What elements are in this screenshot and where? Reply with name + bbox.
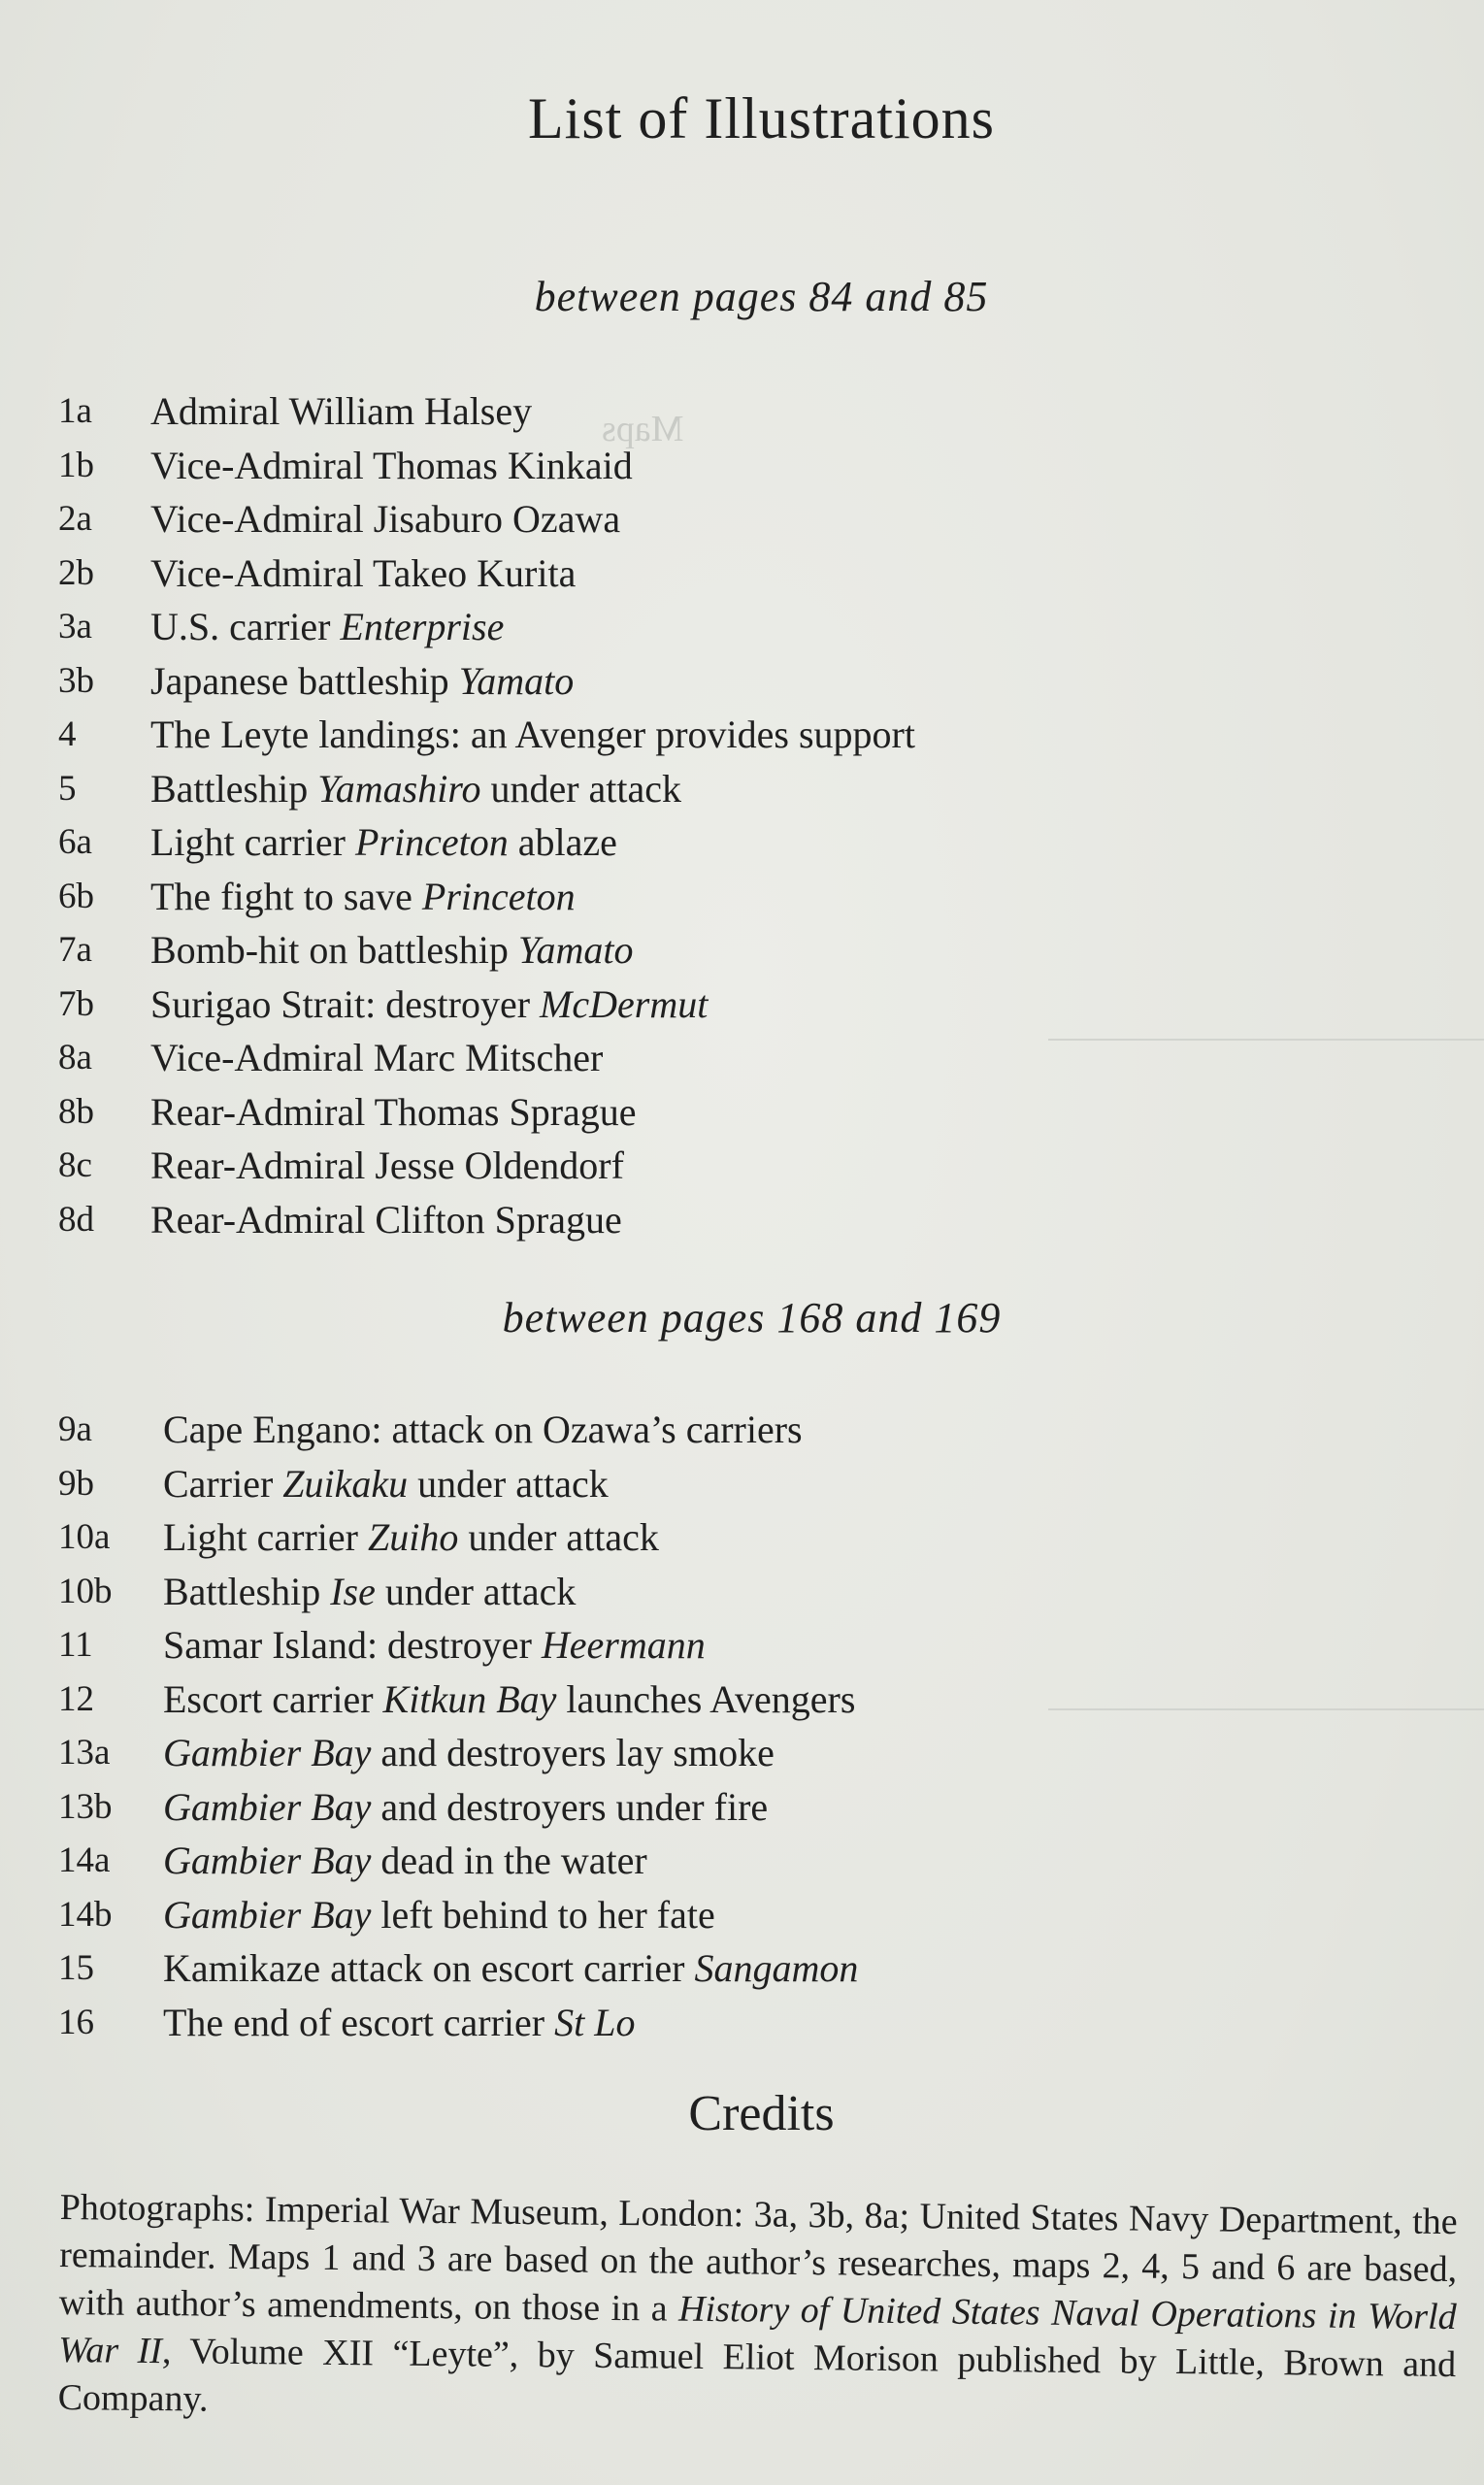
- illustration-caption: [163, 1888, 715, 1942]
- illustration-number: 1b: [58, 445, 94, 485]
- caption-italic-text: Heermann: [541, 1623, 706, 1667]
- illustration-number: 14b: [58, 1894, 113, 1935]
- caption-text: under attack: [375, 1569, 577, 1613]
- caption-text: under attack: [458, 1515, 659, 1559]
- illustration-entry: [58, 547, 1436, 601]
- illustration-entry: [58, 1673, 1436, 1727]
- caption-text: Light carrier: [150, 820, 355, 864]
- caption-text: Vice-Admiral Thomas Kinkaid: [150, 443, 633, 487]
- illustration-entry: [58, 384, 1436, 439]
- illustration-entry: [58, 1726, 1436, 1780]
- illustration-entry: [58, 977, 1436, 1032]
- caption-italic-text: Princeton: [355, 820, 509, 864]
- illustration-entry: [58, 1457, 1436, 1511]
- illustration-number: 8b: [58, 1091, 94, 1132]
- illustration-entry: [58, 1085, 1436, 1140]
- illustration-caption: [163, 1996, 635, 2050]
- illustration-caption: [150, 1139, 624, 1193]
- illustration-number: 12: [58, 1678, 94, 1719]
- caption-italic-text: Gambier Bay: [163, 1731, 372, 1774]
- illustration-entry: [58, 1780, 1436, 1835]
- illustration-caption: [150, 762, 681, 816]
- illustration-number: 8d: [58, 1199, 94, 1240]
- illustration-caption: [163, 1457, 609, 1511]
- illustration-caption: [163, 1941, 858, 1996]
- caption-text: Samar Island: destroyer: [163, 1623, 542, 1667]
- credits-text: Photographs: Imperial War Museum, London: 3a, 3b, 8a; United States Navy Department, the remainder. Maps 1 and 3 are based on the author’s researches, maps 2, 4, 5 and 6 are based, with author’s amendments, on those in a: [58, 2186, 1458, 2330]
- illustration-number: 13b: [58, 1786, 113, 1827]
- page-title: List of Illustrations: [528, 86, 995, 150]
- illustration-entry: [58, 1403, 1436, 1457]
- caption-italic-text: Yamashiro: [317, 766, 481, 811]
- illustration-entry: [58, 870, 1436, 924]
- caption-text: U.S. carrier: [150, 605, 341, 648]
- illustration-caption: [163, 1618, 706, 1673]
- caption-italic-text: McDermut: [540, 981, 709, 1026]
- caption-text: Rear-Admiral Thomas Sprague: [150, 1089, 637, 1134]
- illustration-number: 10a: [58, 1517, 111, 1557]
- illustration-entry: [58, 439, 1436, 493]
- caption-text: Vice-Admiral Jisaburo Ozawa: [150, 497, 621, 541]
- caption-text: Battleship: [163, 1569, 331, 1613]
- caption-text: and destroyers under fire: [371, 1784, 769, 1829]
- illustration-entry: [58, 1510, 1436, 1565]
- illustration-caption: [150, 815, 617, 870]
- illustration-caption: [150, 1193, 622, 1247]
- illustration-caption: [150, 708, 915, 762]
- illustration-caption: [150, 1085, 637, 1140]
- illustration-caption: [150, 1031, 603, 1085]
- illustration-number: 6a: [58, 822, 92, 862]
- illustration-caption: [150, 547, 576, 601]
- illustration-number: 7a: [58, 930, 92, 970]
- caption-text: Rear-Admiral Jesse Oldendorf: [150, 1143, 624, 1187]
- illustration-caption: [150, 492, 620, 547]
- illustration-entry: [58, 654, 1436, 709]
- illustration-number: 16: [58, 2002, 94, 2042]
- illustration-entry: [58, 708, 1436, 762]
- caption-text: and destroyers lay smoke: [371, 1731, 775, 1774]
- illustration-number: 9b: [58, 1463, 94, 1504]
- caption-italic-text: Sangamon: [694, 1946, 859, 1990]
- illustration-entry: [58, 600, 1436, 654]
- caption-text: dead in the water: [371, 1839, 647, 1882]
- illustration-entry: [58, 762, 1436, 816]
- illustration-caption: [150, 654, 574, 709]
- caption-text: Vice-Admiral Takeo Kurita: [150, 550, 577, 595]
- caption-italic-text: Gambier Bay: [163, 1784, 372, 1829]
- caption-text: ablaze: [508, 820, 617, 864]
- caption-italic-text: Ise: [330, 1569, 376, 1613]
- illustration-number: 14a: [58, 1840, 111, 1880]
- caption-italic-text: Gambier Bay: [163, 1892, 372, 1937]
- illustration-caption: [163, 1403, 803, 1457]
- illustration-entry: [58, 923, 1436, 977]
- caption-text: Escort carrier: [163, 1676, 383, 1721]
- section-heading-1: between pages 84 and 85: [534, 273, 989, 320]
- caption-text: left behind to her fate: [371, 1892, 715, 1937]
- caption-text: Light carrier: [163, 1515, 368, 1559]
- illustration-caption: [150, 439, 633, 493]
- illustration-entry: [58, 1031, 1436, 1085]
- illustration-number: 7b: [58, 983, 94, 1024]
- caption-text: Battleship: [150, 766, 318, 811]
- illustration-number: 4: [58, 714, 77, 754]
- caption-text: The end of escort carrier: [163, 2000, 555, 2044]
- illustration-number: 8a: [58, 1038, 92, 1077]
- caption-italic-text: Kitkun Bay: [382, 1676, 557, 1721]
- credits-body: [57, 2184, 1457, 2436]
- illustration-number: 15: [58, 1948, 94, 1988]
- illustration-entry: [58, 1139, 1436, 1193]
- illustration-entry: [58, 1941, 1436, 1996]
- caption-text: Admiral William Halsey: [150, 389, 533, 433]
- caption-text: Kamikaze attack on escort carrier: [163, 1946, 695, 1990]
- illustration-number: 3b: [58, 660, 94, 701]
- illustration-caption: [163, 1673, 855, 1727]
- caption-text: under attack: [480, 766, 682, 811]
- illustration-number: 10b: [58, 1571, 113, 1611]
- illustration-number: 2b: [58, 552, 94, 593]
- illustration-caption: [163, 1510, 659, 1565]
- caption-italic-text: St Lo: [554, 2000, 636, 2044]
- illustration-entry: [58, 1565, 1436, 1619]
- section-heading-2: between pages 168 and 169: [502, 1294, 1002, 1342]
- illustration-number: 11: [58, 1625, 93, 1665]
- illustration-number: 13a: [58, 1733, 111, 1773]
- caption-italic-text: Gambier Bay: [163, 1839, 372, 1882]
- illustration-number: 9a: [58, 1409, 92, 1449]
- illustration-caption: [163, 1834, 647, 1888]
- caption-italic-text: Princeton: [421, 874, 576, 918]
- caption-text: The fight to save: [150, 874, 422, 918]
- caption-text: Surigao Strait: destroyer: [150, 981, 541, 1026]
- illustration-entry: [58, 492, 1436, 547]
- illustration-number: 1a: [58, 391, 92, 431]
- caption-text: Vice-Admiral Marc Mitscher: [150, 1036, 604, 1079]
- caption-italic-text: Yamato: [458, 658, 575, 703]
- caption-italic-text: Zuikaku: [282, 1461, 409, 1506]
- illustration-caption: [150, 923, 633, 977]
- caption-italic-text: Zuiho: [368, 1515, 459, 1559]
- illustration-number: 2a: [58, 499, 92, 539]
- credits-title: Credits: [688, 2086, 835, 2141]
- illustration-caption: [163, 1780, 768, 1835]
- bleed-through-decoration: Maps: [602, 409, 684, 449]
- caption-italic-text: Enterprise: [340, 605, 505, 648]
- caption-text: The Leyte landings: an Avenger provides support: [150, 712, 915, 756]
- illustration-caption: [150, 977, 708, 1032]
- credits-italic-text: History of United States Naval Operations in World War II: [57, 2288, 1457, 2372]
- caption-text: Rear-Admiral Clifton Sprague: [150, 1197, 622, 1242]
- illustration-entry: [58, 815, 1436, 870]
- illustration-entry: [58, 1888, 1436, 1942]
- illustration-entry: [58, 1618, 1436, 1673]
- credits-text: , Volume XII “Leyte”, by Samuel Eliot Morison published by Little, Brown and Company.: [57, 2331, 1457, 2420]
- illustration-caption: [163, 1726, 775, 1780]
- illustration-caption: [150, 870, 576, 924]
- illustration-entry: [58, 1996, 1436, 2050]
- caption-text: Japanese battleship: [150, 658, 459, 703]
- illustration-entry: [58, 1193, 1436, 1247]
- illustration-list-1: [58, 384, 1436, 1246]
- illustration-number: 5: [58, 768, 77, 809]
- caption-text: Bomb-hit on battleship: [150, 928, 518, 972]
- caption-text: under attack: [408, 1461, 609, 1506]
- illustration-caption: [150, 600, 504, 654]
- caption-text: Cape Engano: attack on Ozawa’s carriers: [163, 1408, 803, 1451]
- illustration-caption: [163, 1565, 576, 1619]
- illustration-number: 8c: [58, 1145, 92, 1185]
- caption-text: Carrier: [163, 1461, 283, 1506]
- illustration-number: 3a: [58, 607, 92, 646]
- caption-italic-text: Yamato: [517, 928, 634, 972]
- illustration-caption: [150, 384, 532, 439]
- illustration-number: 6b: [58, 876, 94, 916]
- caption-text: launches Avengers: [556, 1676, 856, 1721]
- illustration-entry: [58, 1834, 1436, 1888]
- illustration-list-2: [58, 1403, 1436, 2049]
